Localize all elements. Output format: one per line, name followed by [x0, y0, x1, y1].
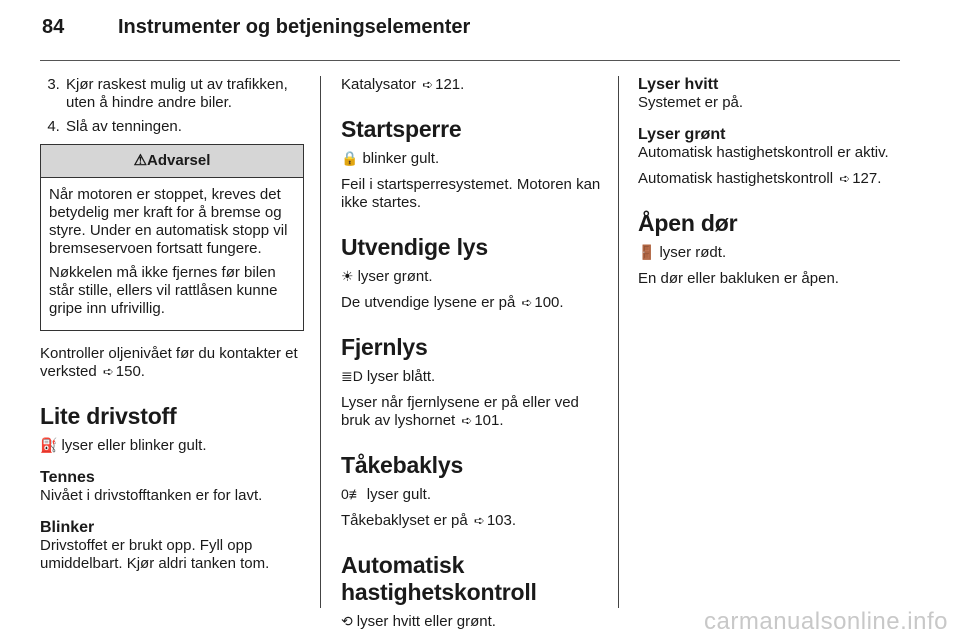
subsection-heading: Lyser grønt [638, 126, 726, 143]
body-text: Nivået i drivstofftanken er for lavt. [40, 487, 263, 504]
check-oil-paragraph [40, 345, 304, 381]
indicator-text: lyser hvitt eller grønt. [356, 613, 496, 630]
page-reference-icon: ➪ [422, 77, 434, 92]
immobilizer-icon: 🔒 [341, 150, 359, 166]
body-text: En dør eller bakluken er åpen. [638, 270, 839, 287]
warning-body [41, 178, 303, 330]
column-divider-2 [618, 76, 619, 608]
page-reference[interactable]: 101. [474, 412, 504, 429]
door-open-icon: 🚪 [638, 244, 656, 260]
steps-list [40, 76, 304, 136]
page-reference-icon: ➪ [839, 171, 851, 186]
warning-box [40, 144, 304, 331]
section-heading: Utvendige lys [341, 234, 488, 260]
page-reference-icon: ➪ [102, 364, 114, 379]
high-beam-icon: ≣D [341, 368, 363, 384]
indicator-line [341, 149, 605, 168]
indicator-text: blinker gult. [362, 150, 440, 167]
body-text-with-ref [341, 512, 605, 530]
subsection-heading: Tennes [40, 469, 95, 486]
body-text: Tåkebaklyset er på [341, 512, 468, 529]
indicator-line [341, 367, 605, 386]
body-text-with-ref [638, 170, 908, 188]
fuel-indicator-text: lyser eller blinker gult. [61, 437, 207, 454]
indicator-text: lyser blått. [366, 368, 436, 385]
body-text: Drivstoffet er brukt opp. Fyll opp umiddelbart. Kjør aldri tanken tom. [40, 537, 270, 572]
body-text: Systemet er på. [638, 94, 744, 111]
page-reference[interactable]: 127. [852, 170, 882, 187]
katalysator-text: Katalysator [341, 76, 417, 93]
page-reference-icon: ➪ [473, 513, 485, 528]
indicator-line [341, 612, 605, 631]
page-reference[interactable]: 100. [534, 294, 564, 311]
rear-fog-light-icon: 0≢ [341, 486, 363, 502]
page-title: Instrumenter og betjeningselementer [118, 16, 471, 38]
page-reference[interactable]: 150. [115, 363, 145, 380]
indicator-line [341, 485, 605, 504]
section-heading [341, 552, 605, 606]
body-text: Automatisk hastighetskontroll er aktiv. [638, 144, 889, 161]
indicator-text: lyser rødt. [659, 244, 727, 261]
header-rule [40, 60, 900, 61]
page-reference[interactable]: 103. [486, 512, 517, 529]
body-text-with-ref [341, 294, 605, 312]
exterior-light-icon: ☀ [341, 268, 354, 284]
column-divider-1 [320, 76, 321, 608]
body-text: De utvendige lysene er på [341, 294, 516, 311]
indicator-line [638, 243, 908, 262]
page-reference-icon: ➪ [461, 413, 473, 428]
page-reference-icon: ➪ [521, 295, 533, 310]
body-text: Automatisk hastighetskontroll [638, 170, 834, 187]
section-heading: Lite drivstoff [40, 403, 177, 429]
check-oil-text: Kontroller oljenivået før du kontakter et verksted [40, 345, 298, 380]
indicator-text: lyser grønt. [357, 268, 433, 285]
indicator-text: lyser gult. [366, 486, 431, 503]
step-item: 4. Slå av tenningen. [64, 118, 304, 136]
body-text-with-ref [341, 394, 605, 430]
step-item: 3. Kjør raskest mulig ut av trafikken, uten å hindre andre biler. [64, 76, 304, 112]
watermark: carmanualsonline.info [704, 608, 948, 635]
body-text: Feil i startsperresystemet. Motoren kan ikke startes. [341, 176, 601, 211]
fuel-indicator-line [40, 436, 304, 455]
warning-header [41, 145, 303, 178]
page-number: 84 [42, 16, 65, 38]
warning-title: Advarsel [147, 152, 211, 169]
column-1 [40, 76, 304, 581]
heading-line: hastighetskontroll [341, 579, 537, 605]
fuel-pump-icon: ⛽ [40, 437, 58, 453]
warning-icon: ⚠ [133, 152, 148, 169]
subsection-heading: Lyser hvitt [638, 76, 719, 93]
warning-paragraph: Nøkkelen må ikke fjernes før bilen står stille, ellers vil rattlåsen kunne gripe inn ufrivillig. [49, 264, 278, 317]
section-heading: Tåkebaklys [341, 452, 464, 478]
page-reference[interactable]: 121. [435, 76, 465, 93]
heading-line: Automatisk [341, 552, 465, 578]
section-heading: Startsperre [341, 116, 462, 142]
column-3 [638, 76, 908, 296]
warning-paragraph: Når motoren er stoppet, kreves det betydelig mer kraft for å bremse og styre. Under en automatisk stopp vil bremseservoen fortsatt fungere. [49, 186, 288, 257]
subsection-heading: Blinker [40, 519, 95, 536]
indicator-line [341, 267, 605, 286]
body-text: Lyser når fjernlysene er på eller ved bruk av lyshornet [341, 394, 579, 429]
section-heading: Fjernlys [341, 334, 428, 360]
column-2 [341, 76, 605, 639]
cruise-control-icon: ⟲ [341, 613, 353, 629]
katalysator-line [341, 76, 605, 94]
section-heading: Åpen dør [638, 210, 738, 236]
